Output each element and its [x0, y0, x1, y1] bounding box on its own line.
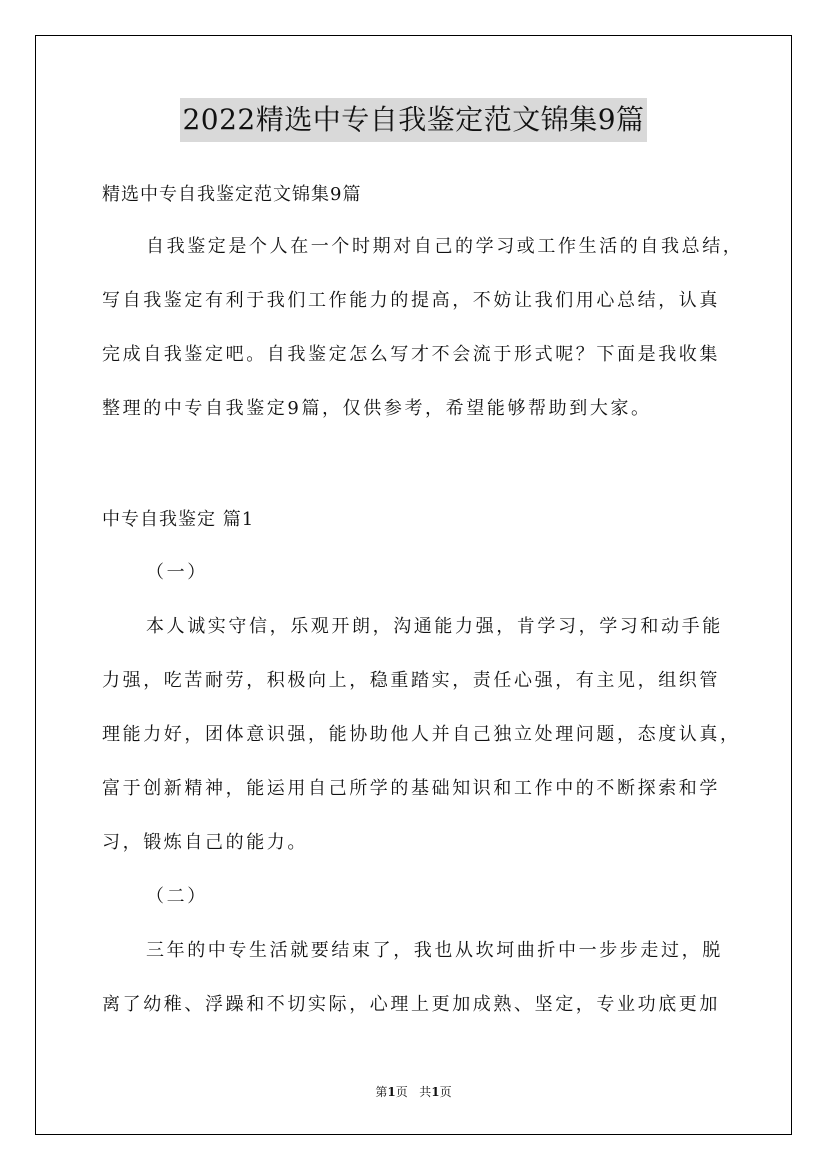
part2-line-2: 离了幼稚、浮躁和不切实际，心理上更加成熟、坚定，专业功底更加	[102, 994, 720, 1015]
part1-line-4: 富于创新精神，能运用自己所学的基础知识和工作中的不断探索和学	[102, 778, 720, 799]
intro-line-3: 完成自我鉴定吧。自我鉴定怎么写才不会流于形式呢？下面是我收集	[102, 344, 720, 365]
footer-total-number: 1	[431, 1085, 440, 1099]
footer-total-prefix: 共	[419, 1085, 432, 1099]
page-footer	[0, 1083, 827, 1101]
part2-line-1: 三年的中专生活就要结束了，我也从坎坷曲折中一步步走过，脱	[146, 940, 723, 961]
part2-label: （二）	[146, 886, 208, 907]
footer-page-suffix: 页	[395, 1085, 408, 1099]
document-title-text: 2022精选中专自我鉴定范文锦集9篇	[180, 98, 646, 142]
intro-line-2: 写自我鉴定有利于我们工作能力的提高，不妨让我们用心总结，认真	[102, 290, 720, 311]
section-heading: 中专自我鉴定 篇1	[102, 509, 255, 530]
part1-line-1: 本人诚实守信，乐观开朗，沟通能力强，肯学习，学习和动手能	[146, 616, 723, 637]
part1-line-2: 力强，吃苦耐劳，积极向上，稳重踏实，责任心强，有主见，组织管	[102, 670, 720, 691]
intro-line-4: 整理的中专自我鉴定9篇，仅供参考，希望能够帮助到大家。	[102, 398, 652, 419]
document-subtitle: 精选中专自我鉴定范文锦集9篇	[102, 184, 362, 205]
document-title	[0, 98, 827, 142]
footer-page-number: 1	[387, 1085, 396, 1099]
intro-line-1: 自我鉴定是个人在一个时期对自己的学习或工作生活的自我总结，	[146, 236, 744, 257]
part1-label: （一）	[146, 562, 208, 583]
part1-line-3: 理能力好，团体意识强，能协助他人并自己独立处理问题，态度认真，	[102, 724, 741, 745]
footer-total-suffix: 页	[439, 1085, 452, 1099]
part1-line-5: 习，锻炼自己的能力。	[102, 832, 308, 853]
footer-page-prefix: 第	[375, 1085, 388, 1099]
